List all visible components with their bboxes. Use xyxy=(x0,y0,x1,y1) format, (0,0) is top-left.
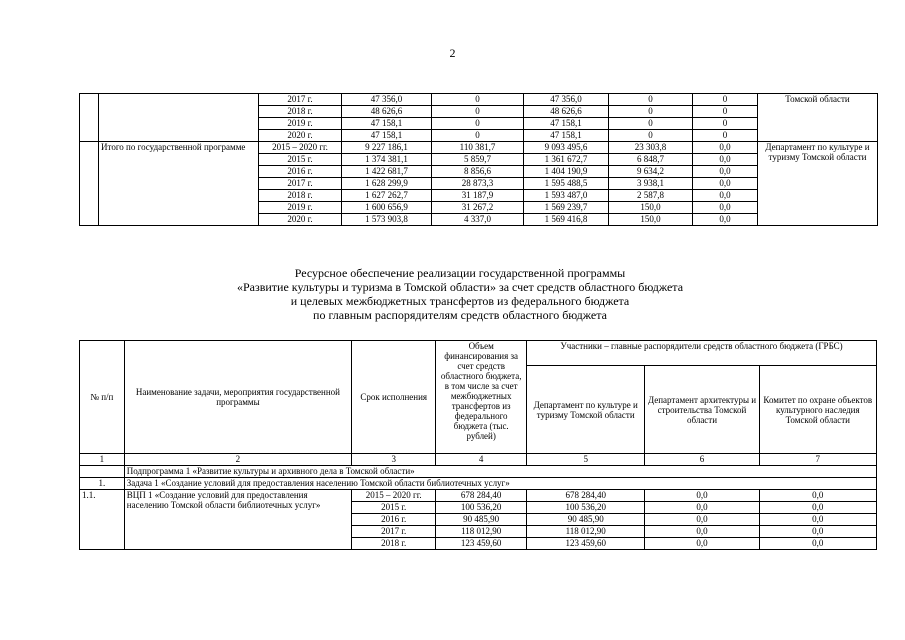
column-number: 7 xyxy=(759,454,876,466)
header-dept-architecture: Департамент архитектуры и строительства Томской области xyxy=(645,366,759,454)
column-number: 6 xyxy=(645,454,759,466)
table-cell: 1 627 262,7 xyxy=(342,190,432,202)
column-number: 3 xyxy=(352,454,436,466)
year-cell: 2015 – 2020 гг. xyxy=(259,142,342,154)
table-cell: 0 xyxy=(693,118,758,130)
table-cell: 47 356,0 xyxy=(524,94,609,106)
year-cell: 2018 г. xyxy=(259,106,342,118)
table-cell: 0,0 xyxy=(693,202,758,214)
year-cell: 2015 г. xyxy=(352,502,436,514)
subprogram-row: Подпрограмма 1 «Развитие культуры и архивного дела в Томской области» xyxy=(124,466,876,478)
table-cell: 0,0 xyxy=(645,514,759,526)
table-cell: 123 459,60 xyxy=(436,538,527,550)
column-number: 4 xyxy=(436,454,527,466)
table-cell: 1 569 416,8 xyxy=(524,214,609,226)
table-cell: 0,0 xyxy=(693,154,758,166)
table-cell: 150,0 xyxy=(609,202,693,214)
table-cell: 48 626,6 xyxy=(524,106,609,118)
table-cell: 0 xyxy=(693,94,758,106)
header-volume: Объем финансирования за счет средств областного бюджета, в том числе за счет межбюджетных трансфертов из федерального бюджета (тыс. рублей) xyxy=(436,341,527,454)
table-row xyxy=(80,490,877,502)
table-cell: 48 626,6 xyxy=(342,106,432,118)
table-cell: 123 459,60 xyxy=(527,538,645,550)
table-cell: 3 938,1 xyxy=(609,178,693,190)
table-cell: 0 xyxy=(609,106,693,118)
year-cell: 2017 г. xyxy=(259,178,342,190)
table-cell: 0,0 xyxy=(759,514,876,526)
total-label: Итого по государственной программе xyxy=(99,142,259,226)
title-line: «Развитие культуры и туризма в Томской области» за счет средств областного бюджета xyxy=(236,280,684,294)
table-cell: 31 267,2 xyxy=(432,202,524,214)
table-cell: 0 xyxy=(432,130,524,142)
table-cell: 0,0 xyxy=(693,190,758,202)
table-cell: 1 361 672,7 xyxy=(524,154,609,166)
document-title xyxy=(90,266,830,322)
table-cell: 678 284,40 xyxy=(436,490,527,502)
task-row: Задача 1 «Создание условий для предоставления населению Томской области библиотечных услуг» xyxy=(124,478,876,490)
year-cell: 2016 г. xyxy=(352,514,436,526)
table-cell: 1 600 656,9 xyxy=(342,202,432,214)
table-cell: 0,0 xyxy=(759,526,876,538)
column-number: 5 xyxy=(527,454,645,466)
year-cell: 2017 г. xyxy=(259,94,342,106)
table-cell: 9 093 495,6 xyxy=(524,142,609,154)
column-number: 1 xyxy=(80,454,125,466)
table-cell: 8 856,6 xyxy=(432,166,524,178)
empty-cell xyxy=(80,142,99,226)
table-row xyxy=(80,142,878,154)
header-dept-heritage: Комитет по охране объектов культурного наследия Томской области xyxy=(759,366,876,454)
table-cell: 28 873,3 xyxy=(432,178,524,190)
table-cell: 150,0 xyxy=(609,214,693,226)
table-cell: 0 xyxy=(693,130,758,142)
table-cell: 47 356,0 xyxy=(342,94,432,106)
table-cell: 0 xyxy=(693,106,758,118)
table-cell: 47 158,1 xyxy=(524,118,609,130)
year-cell: 2015 – 2020 гг. xyxy=(352,490,436,502)
table-cell: 0 xyxy=(432,106,524,118)
table-cell: 0 xyxy=(609,130,693,142)
table-cell: 0,0 xyxy=(759,538,876,550)
table-cell: 23 303,8 xyxy=(609,142,693,154)
table-cell: 1 569 239,7 xyxy=(524,202,609,214)
empty-cell xyxy=(99,94,259,142)
year-cell: 2017 г. xyxy=(352,526,436,538)
header-term: Срок исполнения xyxy=(352,341,436,454)
table-cell: 0,0 xyxy=(693,178,758,190)
year-cell: 2020 г. xyxy=(259,214,342,226)
header-name: Наименование задачи, мероприятия государственной программы xyxy=(124,341,351,454)
table-cell: 5 859,7 xyxy=(432,154,524,166)
table-cell: 0,0 xyxy=(759,490,876,502)
table-cell: 1 593 487,0 xyxy=(524,190,609,202)
table-cell: 0,0 xyxy=(645,502,759,514)
table-cell: 6 848,7 xyxy=(609,154,693,166)
column-number: 2 xyxy=(124,454,351,466)
table-cell: 0 xyxy=(609,118,693,130)
table-cell: 1 628 299,9 xyxy=(342,178,432,190)
empty-cell xyxy=(80,94,99,142)
table-cell: 2 587,8 xyxy=(609,190,693,202)
table-cell: 0,0 xyxy=(693,166,758,178)
year-cell: 2018 г. xyxy=(259,190,342,202)
table-cell: 0,0 xyxy=(645,490,759,502)
table-cell: 118 012,90 xyxy=(436,526,527,538)
table-cell: 0 xyxy=(609,94,693,106)
table-cell: 100 536,20 xyxy=(436,502,527,514)
table-cell: 1 404 190,9 xyxy=(524,166,609,178)
table-cell: 0 xyxy=(432,94,524,106)
table-cell: 47 158,1 xyxy=(342,118,432,130)
title-line: Ресурсное обеспечение реализации государственной программы xyxy=(294,266,626,280)
table-cell: 31 187,9 xyxy=(432,190,524,202)
department-cell: Томской области xyxy=(758,94,878,142)
header-num: № п/п xyxy=(80,341,125,454)
table-cell: 118 012,90 xyxy=(527,526,645,538)
year-cell: 2018 г. xyxy=(352,538,436,550)
table-cell: 1 595 488,5 xyxy=(524,178,609,190)
task-number: 1. xyxy=(80,478,125,490)
table-cell: 0,0 xyxy=(693,142,758,154)
resources-table xyxy=(79,340,877,550)
summary-table xyxy=(79,93,878,226)
table-cell: 90 485,90 xyxy=(436,514,527,526)
table-cell: 110 381,7 xyxy=(432,142,524,154)
header-dept-culture: Департамент по культуре и туризму Томской области xyxy=(527,366,645,454)
table-cell: 9 634,2 xyxy=(609,166,693,178)
table-cell: 47 158,1 xyxy=(342,130,432,142)
table-cell: 1 374 381,1 xyxy=(342,154,432,166)
year-cell: 2019 г. xyxy=(259,118,342,130)
header-participants: Участники – главные распорядители средств областного бюджета (ГРБС) xyxy=(527,341,877,366)
page-number: 2 xyxy=(449,46,456,60)
table-cell: 678 284,40 xyxy=(527,490,645,502)
table-cell: 0,0 xyxy=(693,214,758,226)
table-cell: 4 337,0 xyxy=(432,214,524,226)
department-cell: Департамент по культуре и туризму Томской области xyxy=(758,142,878,226)
title-line: и целевых межбюджетных трансфертов из федерального бюджета xyxy=(290,294,630,308)
table-cell: 0,0 xyxy=(645,538,759,550)
year-cell: 2016 г. xyxy=(259,166,342,178)
title-line: по главным распорядителям средств областного бюджета xyxy=(313,308,607,322)
table-cell: 0 xyxy=(432,118,524,130)
year-cell: 2015 г. xyxy=(259,154,342,166)
year-cell: 2020 г. xyxy=(259,130,342,142)
item-name: ВЦП 1 «Создание условий для предоставления населению Томской области библиотечных услуг» xyxy=(124,490,351,550)
year-cell: 2019 г. xyxy=(259,202,342,214)
table-cell: 90 485,90 xyxy=(527,514,645,526)
table-cell: 47 158,1 xyxy=(524,130,609,142)
table-cell: 9 227 186,1 xyxy=(342,142,432,154)
item-number: 1.1. xyxy=(80,490,125,550)
table-cell: 0,0 xyxy=(645,526,759,538)
table-cell: 1 422 681,7 xyxy=(342,166,432,178)
table-row xyxy=(80,94,878,106)
table-cell: 100 536,20 xyxy=(527,502,645,514)
table-cell: 1 573 903,8 xyxy=(342,214,432,226)
table-cell: 0,0 xyxy=(759,502,876,514)
